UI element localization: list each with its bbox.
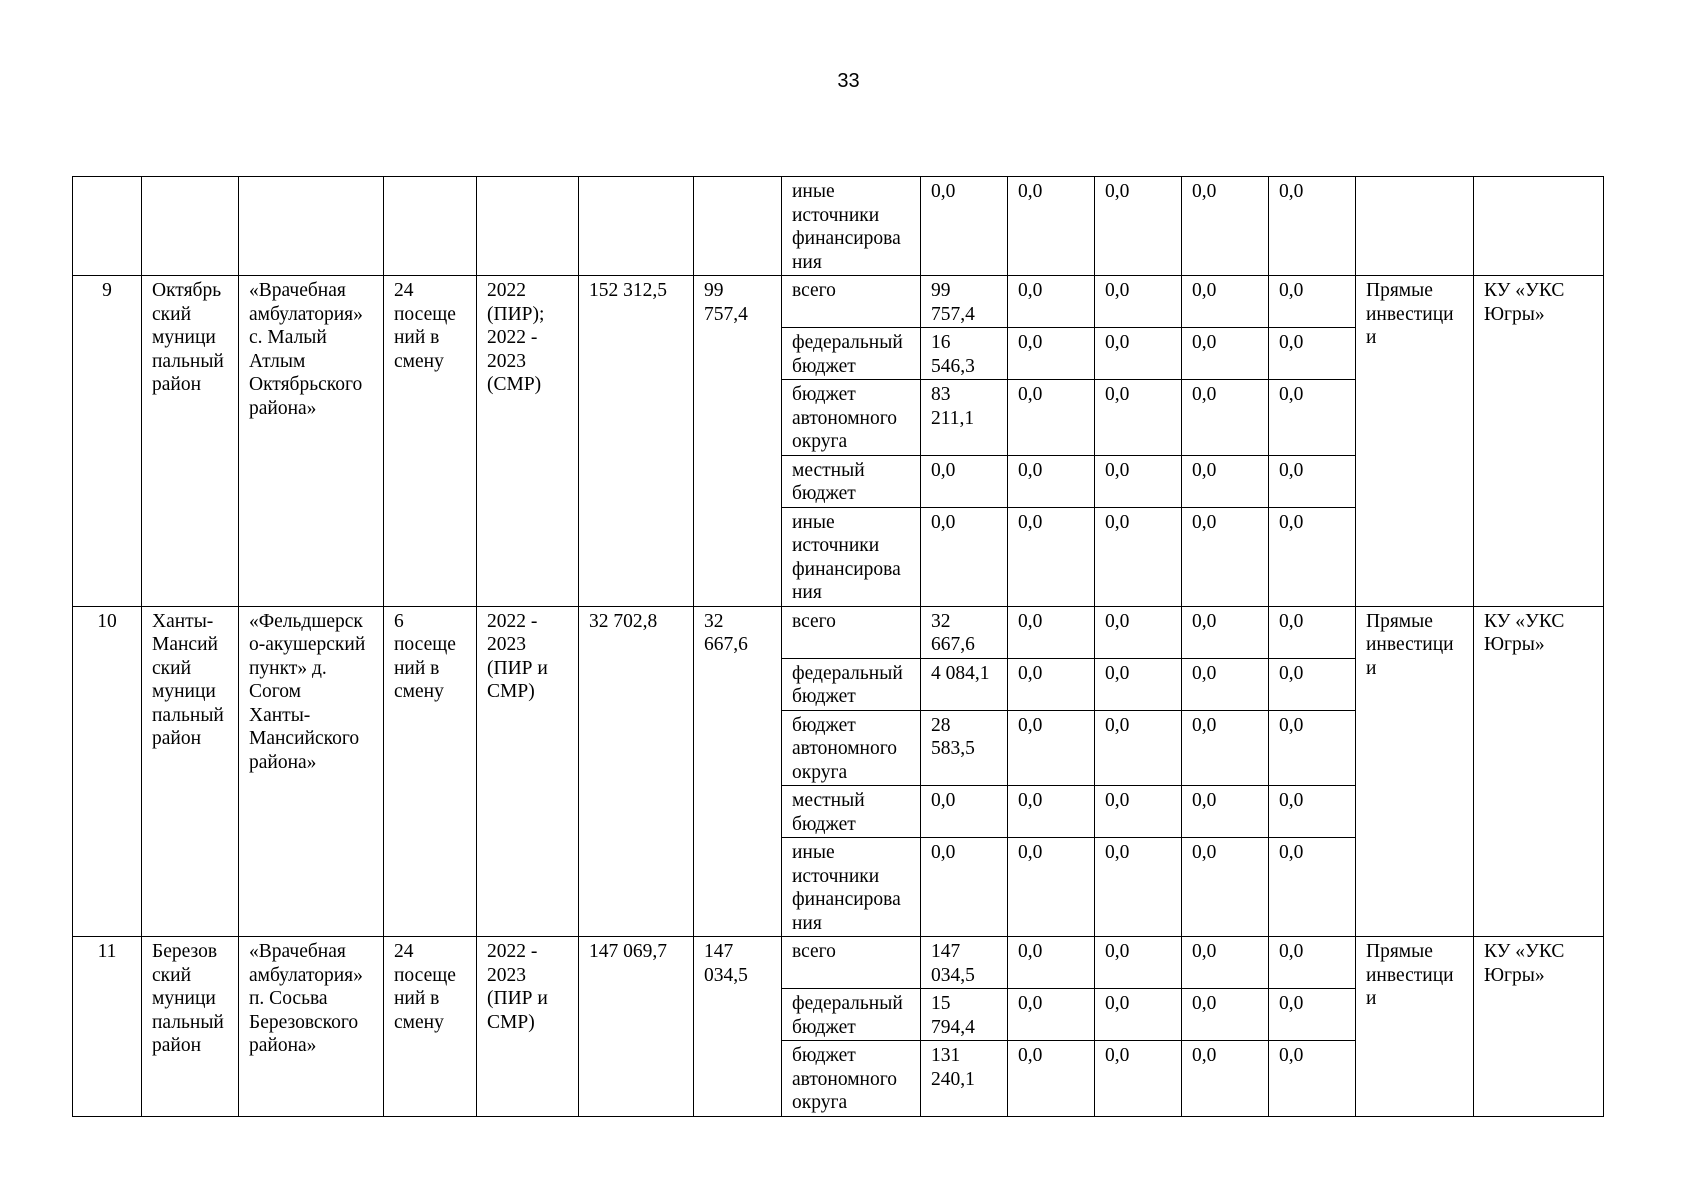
municipality-cell: Ханты- Мансий ский муници пальный район bbox=[142, 606, 239, 937]
remaining-cost-cell: 32 667,6 bbox=[694, 606, 782, 937]
funding-value-cell: 147 034,5 bbox=[921, 937, 1008, 989]
cell-empty bbox=[694, 177, 782, 276]
cell-empty bbox=[142, 177, 239, 276]
funding-value-cell: 0,0 bbox=[1182, 606, 1269, 658]
funding-value-cell: 0,0 bbox=[1095, 606, 1182, 658]
period-cell: 2022 (ПИР); 2022 - 2023 (СМР) bbox=[477, 276, 579, 607]
municipality-cell: Октябрь ский муници пальный район bbox=[142, 276, 239, 607]
funding-value-cell: 0,0 bbox=[921, 455, 1008, 507]
funding-value-cell: 0,0 bbox=[921, 838, 1008, 937]
investment-table bbox=[72, 176, 1604, 1117]
funding-value-cell: 0,0 bbox=[1095, 989, 1182, 1041]
funding-source-cell: иные источники финансирова ния bbox=[782, 507, 921, 606]
funding-value-cell: 0,0 bbox=[1095, 710, 1182, 786]
funding-value-cell: 0,0 bbox=[1095, 177, 1182, 276]
funding-value-cell: 0,0 bbox=[1008, 455, 1095, 507]
municipality-cell: Березов ский муници пальный район bbox=[142, 937, 239, 1117]
funding-value-cell: 131 240,1 bbox=[921, 1041, 1008, 1117]
funding-value-cell: 0,0 bbox=[1182, 1041, 1269, 1117]
funding-value-cell: 0,0 bbox=[1269, 606, 1356, 658]
capacity-cell: 24 посеще ний в смену bbox=[384, 937, 477, 1117]
funding-value-cell: 0,0 bbox=[1095, 455, 1182, 507]
funding-value-cell: 0,0 bbox=[1008, 710, 1095, 786]
funding-source-cell: федеральный бюджет bbox=[782, 328, 921, 380]
funding-value-cell: 0,0 bbox=[1095, 276, 1182, 328]
remaining-cost-cell: 147 034,5 bbox=[694, 937, 782, 1117]
funding-value-cell: 0,0 bbox=[1269, 177, 1356, 276]
funding-value-cell: 0,0 bbox=[1269, 276, 1356, 328]
period-cell: 2022 - 2023 (ПИР и СМР) bbox=[477, 937, 579, 1117]
funding-value-cell: 0,0 bbox=[1095, 328, 1182, 380]
funding-value-cell: 0,0 bbox=[1008, 380, 1095, 456]
funding-value-cell: 0,0 bbox=[1269, 1041, 1356, 1117]
funding-value-cell: 0,0 bbox=[1269, 786, 1356, 838]
cell-empty bbox=[239, 177, 384, 276]
investment-mechanism-cell: Прямые инвестици и bbox=[1356, 606, 1474, 937]
funding-value-cell: 83 211,1 bbox=[921, 380, 1008, 456]
period-cell: 2022 - 2023 (ПИР и СМР) bbox=[477, 606, 579, 937]
estimated-cost-cell: 152 312,5 bbox=[579, 276, 694, 607]
funding-value-cell: 0,0 bbox=[1008, 937, 1095, 989]
row-number-cell: 11 bbox=[73, 937, 142, 1117]
funding-value-cell: 0,0 bbox=[1095, 786, 1182, 838]
funding-value-cell: 0,0 bbox=[1008, 1041, 1095, 1117]
funding-value-cell: 0,0 bbox=[1008, 786, 1095, 838]
funding-value-cell: 28 583,5 bbox=[921, 710, 1008, 786]
cell-empty bbox=[73, 177, 142, 276]
cell-empty bbox=[477, 177, 579, 276]
page-number: 33 bbox=[837, 70, 860, 92]
funding-value-cell: 15 794,4 bbox=[921, 989, 1008, 1041]
funding-value-cell: 0,0 bbox=[1182, 380, 1269, 456]
funding-value-cell: 0,0 bbox=[1182, 658, 1269, 710]
funding-value-cell: 0,0 bbox=[1008, 989, 1095, 1041]
funding-value-cell: 16 546,3 bbox=[921, 328, 1008, 380]
funding-value-cell: 0,0 bbox=[1008, 328, 1095, 380]
funding-value-cell: 0,0 bbox=[1095, 507, 1182, 606]
funding-value-cell: 0,0 bbox=[1008, 658, 1095, 710]
object-name-cell: «Фельдшерск о-акушерский пункт» д. Согом Ханты- Мансийского района» bbox=[239, 606, 384, 937]
estimated-cost-cell: 147 069,7 bbox=[579, 937, 694, 1117]
investment-mechanism-cell: Прямые инвестици и bbox=[1356, 276, 1474, 607]
funding-source-cell: местный бюджет bbox=[782, 455, 921, 507]
funding-value-cell: 0,0 bbox=[1095, 838, 1182, 937]
funding-source-cell: всего bbox=[782, 276, 921, 328]
funding-value-cell: 4 084,1 bbox=[921, 658, 1008, 710]
funding-value-cell: 0,0 bbox=[921, 786, 1008, 838]
funding-value-cell: 0,0 bbox=[1008, 276, 1095, 328]
table-body bbox=[73, 177, 1604, 1117]
funding-value-cell: 0,0 bbox=[1182, 455, 1269, 507]
row-number-cell: 10 bbox=[73, 606, 142, 937]
funding-value-cell: 0,0 bbox=[1182, 177, 1269, 276]
funding-value-cell: 0,0 bbox=[1095, 658, 1182, 710]
funding-value-cell: 0,0 bbox=[1008, 507, 1095, 606]
funding-source-cell: всего bbox=[782, 606, 921, 658]
funding-value-cell: 0,0 bbox=[1182, 507, 1269, 606]
funding-source-cell: иные источники финансирова ния bbox=[782, 177, 921, 276]
funding-source-cell: бюджет автономного округа bbox=[782, 710, 921, 786]
funding-source-cell: всего bbox=[782, 937, 921, 989]
cell-empty bbox=[1356, 177, 1474, 276]
customer-cell: КУ «УКС Югры» bbox=[1474, 276, 1604, 607]
remaining-cost-cell: 99 757,4 bbox=[694, 276, 782, 607]
table-row bbox=[73, 276, 1604, 328]
funding-value-cell: 0,0 bbox=[1269, 710, 1356, 786]
funding-value-cell: 0,0 bbox=[921, 177, 1008, 276]
capacity-cell: 6 посеще ний в смену bbox=[384, 606, 477, 937]
table-row bbox=[73, 937, 1604, 989]
capacity-cell: 24 посеще ний в смену bbox=[384, 276, 477, 607]
table-row bbox=[73, 606, 1604, 658]
investment-mechanism-cell: Прямые инвестици и bbox=[1356, 937, 1474, 1117]
cell-empty bbox=[579, 177, 694, 276]
funding-value-cell: 0,0 bbox=[1095, 937, 1182, 989]
funding-value-cell: 0,0 bbox=[1182, 276, 1269, 328]
funding-value-cell: 0,0 bbox=[1008, 177, 1095, 276]
customer-cell: КУ «УКС Югры» bbox=[1474, 606, 1604, 937]
funding-value-cell: 0,0 bbox=[1269, 937, 1356, 989]
funding-value-cell: 0,0 bbox=[1269, 328, 1356, 380]
customer-cell: КУ «УКС Югры» bbox=[1474, 937, 1604, 1117]
row-number-cell: 9 bbox=[73, 276, 142, 607]
funding-value-cell: 0,0 bbox=[1182, 710, 1269, 786]
table-row bbox=[73, 177, 1604, 276]
funding-source-cell: федеральный бюджет bbox=[782, 658, 921, 710]
funding-source-cell: федеральный бюджет bbox=[782, 989, 921, 1041]
funding-value-cell: 0,0 bbox=[1269, 658, 1356, 710]
cell-empty bbox=[1474, 177, 1604, 276]
funding-value-cell: 0,0 bbox=[1182, 328, 1269, 380]
cell-empty bbox=[384, 177, 477, 276]
funding-value-cell: 0,0 bbox=[1269, 380, 1356, 456]
funding-value-cell: 0,0 bbox=[1182, 838, 1269, 937]
funding-value-cell: 0,0 bbox=[1095, 1041, 1182, 1117]
funding-value-cell: 0,0 bbox=[1008, 838, 1095, 937]
funding-value-cell: 0,0 bbox=[1182, 989, 1269, 1041]
funding-value-cell: 32 667,6 bbox=[921, 606, 1008, 658]
funding-value-cell: 0,0 bbox=[921, 507, 1008, 606]
funding-value-cell: 0,0 bbox=[1008, 606, 1095, 658]
funding-value-cell: 0,0 bbox=[1269, 507, 1356, 606]
funding-source-cell: бюджет автономного округа bbox=[782, 380, 921, 456]
object-name-cell: «Врачебная амбулатория» п. Сосьва Березовского района» bbox=[239, 937, 384, 1117]
funding-value-cell: 0,0 bbox=[1269, 989, 1356, 1041]
funding-value-cell: 99 757,4 bbox=[921, 276, 1008, 328]
funding-value-cell: 0,0 bbox=[1182, 937, 1269, 989]
funding-value-cell: 0,0 bbox=[1182, 786, 1269, 838]
funding-source-cell: иные источники финансирова ния bbox=[782, 838, 921, 937]
funding-source-cell: местный бюджет bbox=[782, 786, 921, 838]
estimated-cost-cell: 32 702,8 bbox=[579, 606, 694, 937]
funding-value-cell: 0,0 bbox=[1269, 455, 1356, 507]
object-name-cell: «Врачебная амбулатория» с. Малый Атлым Октябрьского района» bbox=[239, 276, 384, 607]
funding-value-cell: 0,0 bbox=[1095, 380, 1182, 456]
funding-value-cell: 0,0 bbox=[1269, 838, 1356, 937]
funding-source-cell: бюджет автономного округа bbox=[782, 1041, 921, 1117]
